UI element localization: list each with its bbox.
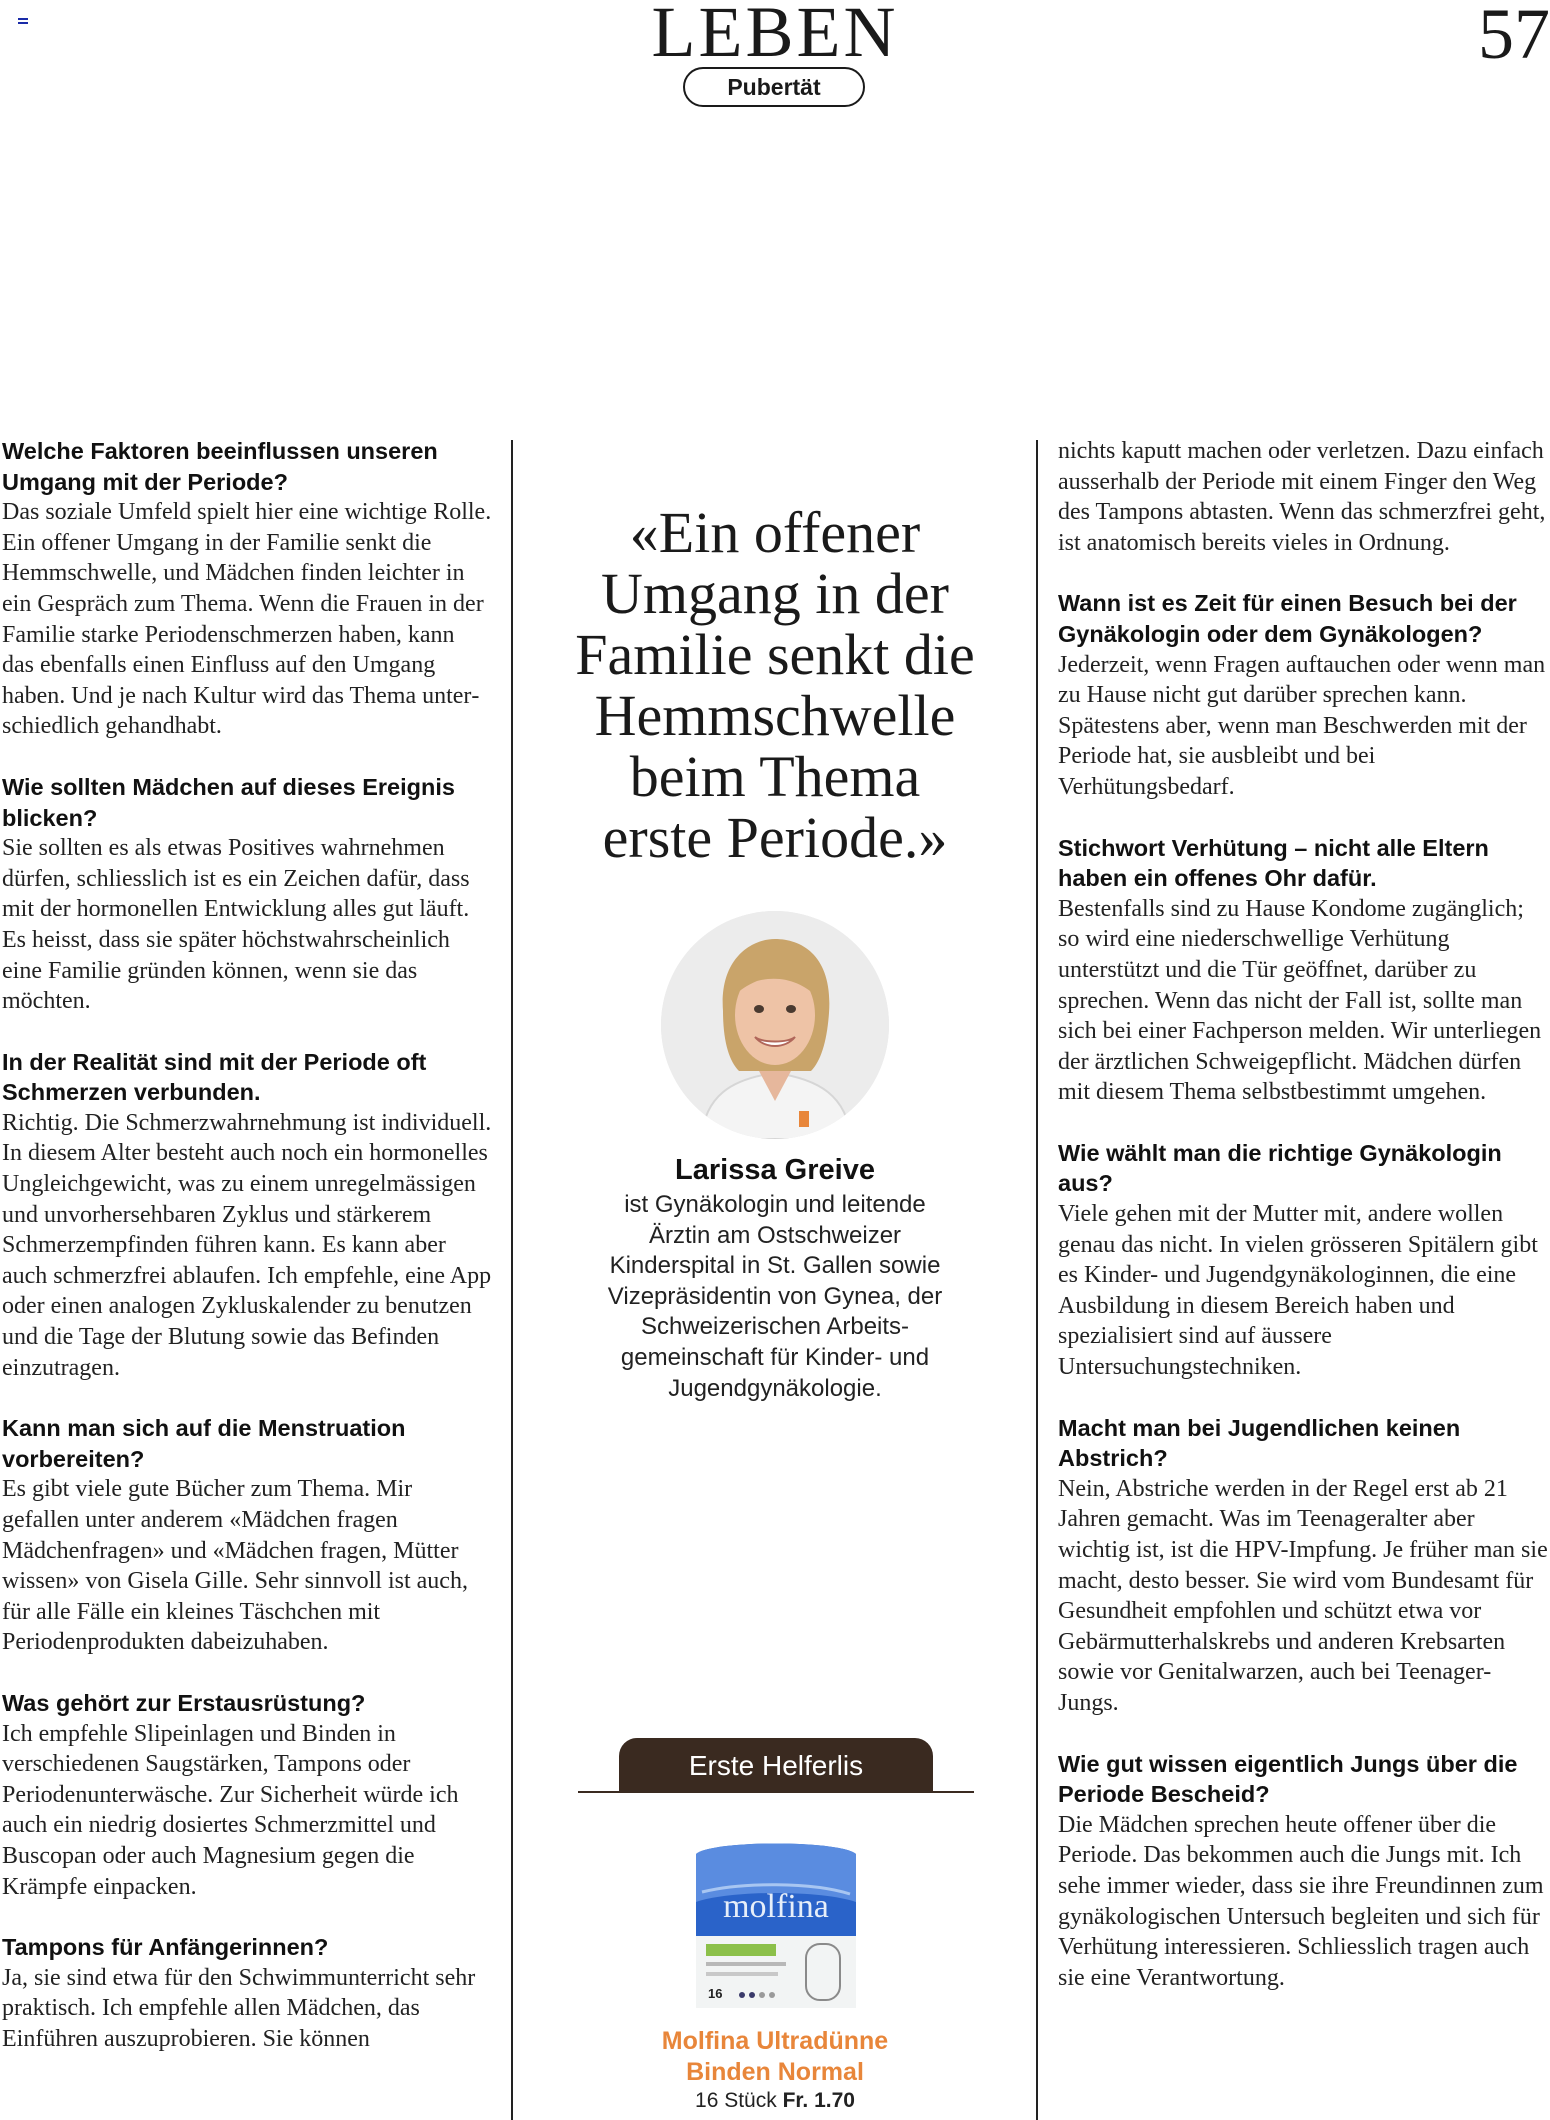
subsection-badge: Pubertät: [683, 67, 865, 107]
pull-quote-line: beim Thema: [629, 744, 921, 809]
product-price: [560, 2088, 990, 2114]
qa-block: [2, 1932, 492, 2054]
answer-text: Bestenfalls sind zu Hause Kondome zugänglich; so wird eine niederschwellige Verhütung unterstützt und die Tür geöffnet, darüber zu sprechen. Wenn das nicht der Fall ist, sollte man sich bei einer Fachperson melden. Wir unterliegen der ärztlichen Schweigepflicht. Mädchen dürfen mit diesem Thema selbstbestimmt umgehen.: [1058, 895, 1542, 1106]
qa-block: [2, 1047, 492, 1384]
question-heading: Wie wählt man die richtige Gynäkologin aus?: [1058, 1139, 1502, 1197]
product-box-heading: Erste Helferlis: [619, 1738, 933, 1793]
answer-text: Ja, sie sind etwa für den Schwimmunterricht sehr praktisch. Ich empfehle allen Mädchen, das Einführen auszuprobieren. Sie können: [2, 1964, 476, 2052]
portrait-illustration: [661, 911, 889, 1139]
section-title: LEBEN: [651, 0, 899, 72]
product-box-rule: [578, 1791, 974, 1793]
bio-line: ist Gynäkologin und leitende: [624, 1191, 926, 1218]
answer-text: Nein, Abstriche werden in der Regel erst ab 21 Jahren gemacht. Was im Teenageralter aber wichtig ist, ist die HPV-Impfung. Je früher man sie macht, desto besser. Sie wird vom Bundesamt für Gesundheit empfohlen und schützt etwa vor Gebärmutterhalskrebs und anderen Krebsarten sowie vor Genitalwarzen, auch bei Teenager-Jungs.: [1058, 1475, 1548, 1716]
answer-text: Jederzeit, wenn Fragen auftauchen oder wenn man zu Hause nicht gut darüber sprechen kann. Spätestens aber, wenn man Beschwerden mit der Periode hat, sie ausbleibt und bei Verhütungsbedarf.: [1058, 651, 1546, 800]
answer-text: Die Mädchen sprechen heute offener über die Periode. Das bekommen auch die Jungs mit. Ich sehe immer wieder, dass sie ihre Freundinnen zum gynäkologischen Untersuch begleiten und sich für Verhütung interessieren. Schliesslich tragen auch sie eine Verantwortung.: [1058, 1811, 1544, 1991]
pull-quote-line: erste Periode.»: [602, 805, 948, 870]
question-heading: Wie sollten Mädchen auf dieses Ereignis blicken?: [2, 773, 455, 831]
pull-quote-line: Familie senkt die: [575, 622, 975, 687]
bio-line: gemeinschaft für Kinder- und: [620, 1343, 930, 1371]
qa-block: [1058, 588, 1550, 802]
bio-line: Jugendgynäkologie.: [668, 1374, 882, 1402]
left-column: [2, 436, 492, 2085]
column-divider-right: [1036, 440, 1038, 2120]
pull-quote-line: «Ein offener: [629, 500, 921, 565]
qa-block: [2, 436, 492, 742]
pull-quote-line: Hemmschwelle: [594, 683, 956, 748]
bio-line: Vizepräsidentin von Gynea, der: [607, 1282, 943, 1310]
answer-text: Das soziale Umfeld spielt hier eine wichtige Rolle. Ein offener Umgang in der Familie senkt die Hemmschwelle, und Mädchen finden leichter in ein Gespräch zum Thema. Wenn die Frauen in der Familie starke Periodenschmerzen haben, kann das ebenfalls einen Einfluss auf den Umgang haben. Und je nach Kultur wird das Thema unterschiedlich gehandhabt.: [2, 499, 492, 740]
qa-block: [2, 1413, 492, 1658]
answer-text: Ich empfehle Slipeinlagen und Binden in verschiedenen Saugstärken, Tampons oder Periodenunterwäsche. Zur Sicherheit würde ich auch ein niedrig dosiertes Schmerzmittel und Buscopan oder auch Magnesium gegen die Krämpfe einpacken.: [2, 1720, 459, 1900]
qa-block: [1058, 833, 1550, 1108]
expert-name: Larissa Greive: [675, 1154, 875, 1186]
question-heading: In der Realität sind mit der Periode oft Schmerzen verbunden.: [2, 1048, 427, 1106]
pack-brand: molfina: [723, 1888, 829, 1925]
question-heading: Welche Faktoren beeinflussen unseren Umgang mit der Periode?: [2, 438, 438, 495]
qa-block: [1058, 1138, 1550, 1383]
expert-portrait: [661, 911, 889, 1139]
product-name-line: Molfina Ultradünne: [661, 2027, 889, 2055]
question-heading: Wie gut wissen eigentlich Jungs über die Periode Bescheid?: [1058, 1750, 1518, 1808]
page-number: 57: [1478, 0, 1550, 74]
answer-text: Es gibt viele gute Bücher zum Thema. Mir gefallen unter anderem «Mädchen fragen Mädchenfragen» und «Mädchen fragen, Mütter wissen» von Gisela Gille. Sehr sinnvoll ist auch, für alle Fälle ein kleines Täschchen mit Periodenprodukten dabeizuhaben.: [2, 1476, 468, 1656]
pull-quote-line: Umgang in der: [601, 561, 949, 626]
answer-text: Viele gehen mit der Mutter mit, andere wollen genau das nicht. In vielen grösseren Spitälern gibt es Kinder- und Jugendgynäkologinnen, die eine Ausbildung in diesem Bereich haben und spezialisiert sind auf äussere Untersuchungstechniken.: [1058, 1201, 1538, 1381]
bio-line: Schweizerischen Arbeits-: [640, 1313, 910, 1341]
qa-block: [1058, 1413, 1550, 1719]
question-heading: Was gehört zur Erstausrüstung?: [2, 1689, 366, 1716]
qa-block: [2, 1688, 492, 1902]
product-name-line: Binden Normal: [686, 2058, 864, 2086]
continued-answer-text: nichts kaputt machen oder verletzen. Dazu einfach ausserhalb der Periode mit einem Finger den Weg des Tampons abtasten. Wenn das schmerzfrei geht, ist anatomisch bereits vieles in Ordnung.: [1058, 438, 1546, 556]
expert-bio: [580, 1190, 970, 1404]
answer-text: Sie sollten es als etwas Positives wahrnehmen dürfen, schliesslich ist es ein Zeichen dafür, dass mit der hormonellen Entwicklung alles gut läuft. Es heisst, dass sie später höchstwahrscheinlich eine Familie gründen können, wenn sie das möchten.: [2, 835, 470, 1015]
qa-block: [1058, 1749, 1550, 1994]
bio-line: Kinderspital in St. Gallen sowie: [609, 1252, 941, 1280]
product-image: [682, 1832, 870, 2020]
answer-text: Richtig. Die Schmerzwahrnehmung ist individuell. In diesem Alter besteht auch noch ein hormonelles Ungleichgewicht, was zu einem unregelmässigen und unvorhersehbaren Zyklus und stärkerem Schmerzempfinden führen kann. Es kann aber auch schmerzfrei ablaufen. Ich empfehle, eine App oder einen analogen Zykluskalender zu benutzen und die Tage der Blutung sowie das Befinden einzutragen.: [2, 1109, 492, 1381]
pull-quote: [560, 502, 990, 868]
pack-count: 16: [708, 1986, 723, 2001]
product-quantity: 16 Stück: [695, 2089, 777, 2112]
question-heading: Stichwort Verhütung – nicht alle Eltern haben ein offenes Ohr dafür.: [1058, 834, 1489, 892]
question-heading: Macht man bei Jugendlichen keinen Abstrich?: [1058, 1414, 1461, 1472]
question-heading: Kann man sich auf die Menstruation vorbereiten?: [2, 1415, 406, 1472]
column-divider-left: [511, 440, 513, 2120]
right-column: [1058, 436, 1550, 2023]
question-heading: Tampons für Anfängerinnen?: [2, 1934, 329, 1961]
qa-block: [2, 772, 492, 1017]
product-name: [560, 2026, 990, 2088]
product-price-value: Fr. 1.70: [782, 2089, 855, 2112]
question-heading: Wann ist es Zeit für einen Besuch bei der Gynäkologin oder dem Gynäkologen?: [1058, 590, 1517, 647]
bio-line: Ärztin am Ostschweizer: [648, 1221, 902, 1249]
